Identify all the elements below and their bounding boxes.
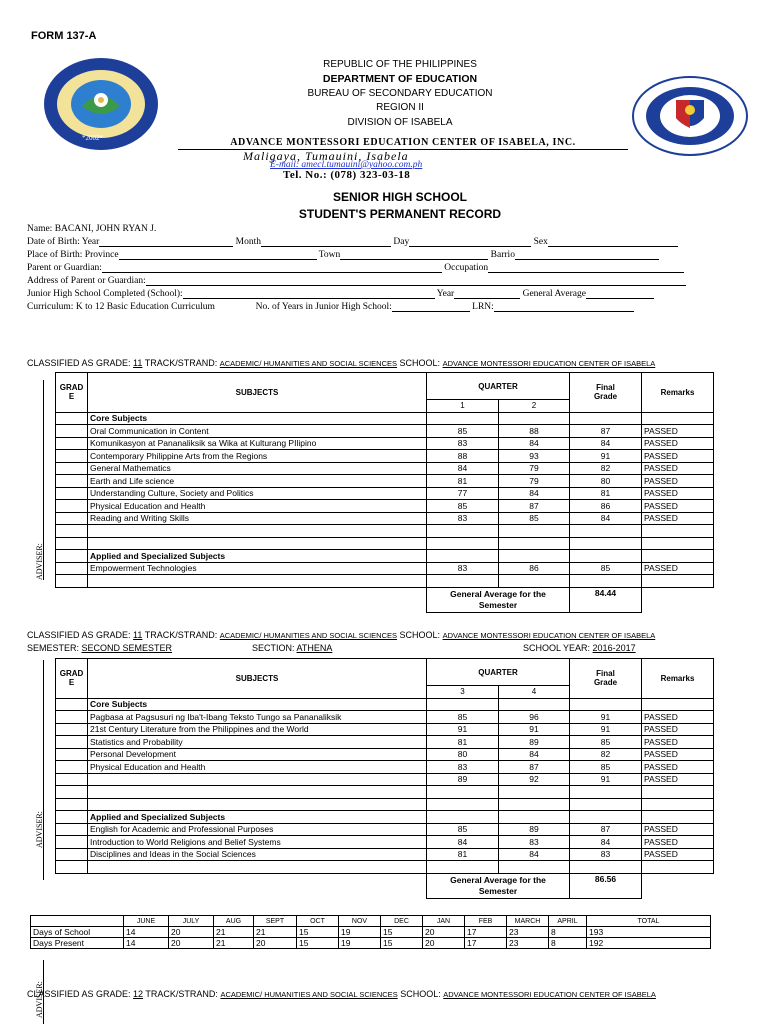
quarter-grade-b: 79 xyxy=(499,475,570,488)
attendance-value: 15 xyxy=(381,938,423,949)
jhs-row xyxy=(27,288,654,299)
attendance-value: 20 xyxy=(423,927,465,938)
quarter-grade-b: 89 xyxy=(499,823,570,836)
quarter-header: QUARTER xyxy=(427,659,570,686)
grade-cell xyxy=(56,500,88,513)
final-grade: 85 xyxy=(570,562,642,575)
classification-row-3: CLASSIFIED AS GRADE: 12 TRACK/STRAND: ACADEMIC/ HUMANITIES AND SOCIAL SCIENCES SCHOOL: ADVANCE MONTESSORI EDUCATION CENTER OF ISABELA xyxy=(27,989,656,999)
grade-header: GRAD E xyxy=(56,373,88,413)
section-info xyxy=(252,643,332,653)
month-header: AUG xyxy=(214,916,254,927)
school-label: SCHOOL: xyxy=(399,358,441,368)
address-label: Address of Parent or Guardian: xyxy=(27,276,146,286)
address-row xyxy=(27,275,686,286)
semester-label: SEMESTER: xyxy=(27,643,80,653)
attendance-value: 14 xyxy=(124,927,169,938)
grade-cell xyxy=(56,562,88,575)
subject-name: Contemporary Philippine Arts from the Regions xyxy=(88,450,427,463)
quarter-grade-b: 96 xyxy=(499,711,570,724)
student-name: BACANI, JOHN RYAN J. xyxy=(54,224,157,234)
blank-row xyxy=(56,861,714,874)
attendance-value: 8 xyxy=(549,927,587,938)
subject-name: Personal Development xyxy=(88,748,427,761)
quarter-grade-b: 91 xyxy=(499,723,570,736)
attendance-value: 14 xyxy=(124,938,169,949)
remarks: PASSED xyxy=(642,450,714,463)
grade-level-12: 12 xyxy=(133,989,144,999)
subject-row xyxy=(56,487,714,500)
attendance-value: 20 xyxy=(254,938,297,949)
subject-row xyxy=(56,836,714,849)
pob-province-field[interactable] xyxy=(119,249,317,260)
quarter-grade-a: 85 xyxy=(427,425,499,438)
subject-name: Pagbasa at Pagsusuri ng Iba't-Ibang Teksto Tungo sa Pananaliksik xyxy=(88,711,427,724)
subject-row xyxy=(56,425,714,438)
attendance-value: 8 xyxy=(549,938,587,949)
remarks: PASSED xyxy=(642,487,714,500)
quarter-grade-a: 81 xyxy=(427,736,499,749)
attendance-value: 21 xyxy=(214,938,254,949)
quarter-grade-b: 85 xyxy=(499,512,570,525)
general-average-value: 84.44 xyxy=(570,587,642,612)
attendance-row-label: Days Present xyxy=(31,938,124,949)
school-telephone: Tel. No.: (078) 323-03-18 xyxy=(283,169,411,181)
subject-row xyxy=(56,748,714,761)
quarter-grade-a: 81 xyxy=(427,475,499,488)
grade-cell xyxy=(56,836,88,849)
blank-row xyxy=(56,525,714,538)
final-grade: 84 xyxy=(570,836,642,849)
applied-subjects-header-row: Applied and Specialized Subjects xyxy=(56,811,714,824)
lrn-field[interactable] xyxy=(494,301,634,312)
classification-row-1 xyxy=(27,358,655,368)
subject-row xyxy=(56,823,714,836)
remarks: PASSED xyxy=(642,748,714,761)
general-average-row xyxy=(56,873,714,898)
quarter-grade-b: 84 xyxy=(499,487,570,500)
seal-year: *2002* xyxy=(82,134,103,142)
quarter-grade-a: 85 xyxy=(427,500,499,513)
quarter-grade-b: 92 xyxy=(499,773,570,786)
core-subjects-header-row xyxy=(56,412,714,425)
attendance-row-label: Days of School xyxy=(31,927,124,938)
month-header: JAN xyxy=(423,916,465,927)
subject-row xyxy=(56,512,714,525)
final-grade: 85 xyxy=(570,736,642,749)
school-year-info xyxy=(523,643,636,653)
subject-row xyxy=(56,761,714,774)
form-number: FORM 137-A xyxy=(31,30,97,42)
subject-row xyxy=(56,711,714,724)
quarter-1-header: 1 xyxy=(427,400,499,413)
attendance-value: 23 xyxy=(507,938,549,949)
remarks: PASSED xyxy=(642,848,714,861)
school-year-value: 2016-2017 xyxy=(592,643,636,653)
grade-level: 11 xyxy=(133,358,143,368)
attendance-row xyxy=(31,938,711,949)
grade-cell xyxy=(56,711,88,724)
subject-row xyxy=(56,462,714,475)
month-header: FEB xyxy=(465,916,507,927)
quarter-grade-a: 83 xyxy=(427,512,499,525)
subjects-header: SUBJECTS xyxy=(88,659,427,699)
quarter-grade-b: 83 xyxy=(499,836,570,849)
grade-cell xyxy=(56,450,88,463)
subject-name: Physical Education and Health xyxy=(88,761,427,774)
remarks: PASSED xyxy=(642,437,714,450)
month-header: MARCH xyxy=(507,916,549,927)
adviser-label-1: ADVISER: xyxy=(35,543,44,580)
subject-name: Komunikasyon at Pananaliksik sa Wika at Kulturang PIlipino xyxy=(88,437,427,450)
grade-cell xyxy=(56,748,88,761)
adviser-label-2: ADVISER: xyxy=(35,811,44,848)
subject-row xyxy=(56,773,714,786)
subject-name: Disciplines and Ideas in the Social Sciences xyxy=(88,848,427,861)
remarks: PASSED xyxy=(642,475,714,488)
sem1-core-rows xyxy=(56,425,714,525)
final-grade: 80 xyxy=(570,475,642,488)
header-division: DIVISION OF ISABELA xyxy=(347,117,453,128)
grade-header: GRAD E xyxy=(56,659,88,699)
barrio-field[interactable] xyxy=(515,249,659,260)
subject-name xyxy=(88,773,427,786)
attendance-value: 21 xyxy=(254,927,297,938)
subjects-header: SUBJECTS xyxy=(88,373,427,413)
school-email: E-mail: amecl.tumauini@yahoo.com.ph xyxy=(270,160,423,170)
address-field[interactable] xyxy=(146,275,686,286)
quarter-grade-b: 87 xyxy=(499,500,570,513)
grade-cell xyxy=(56,462,88,475)
final-grade: 82 xyxy=(570,748,642,761)
month-header: DEC xyxy=(381,916,423,927)
header-region: REGION II xyxy=(376,102,424,113)
subject-row xyxy=(56,475,714,488)
quarter-grade-a: 91 xyxy=(427,723,499,736)
town-field[interactable] xyxy=(340,249,488,260)
pob-province-label: Place of Birth: Province xyxy=(27,250,119,260)
grade-cell xyxy=(56,761,88,774)
general-average-label: General Average for the Semester xyxy=(427,873,570,898)
applied-subjects-header-row xyxy=(56,550,714,563)
applied-subjects-label: Applied and Specialized Subjects xyxy=(88,550,427,563)
subject-name: Earth and Life science xyxy=(88,475,427,488)
remarks: PASSED xyxy=(642,500,714,513)
jhs-gen-avg-field[interactable] xyxy=(586,288,654,299)
subject-name: Oral Communication in Content xyxy=(88,425,427,438)
attendance-value: 192 xyxy=(587,938,711,949)
month-header: JUNE xyxy=(124,916,169,927)
record-title-2: STUDENT'S PERMANENT RECORD xyxy=(298,207,502,221)
grade-cell xyxy=(56,512,88,525)
attendance-value: 20 xyxy=(169,938,214,949)
subject-name: English for Academic and Professional Purposes xyxy=(88,823,427,836)
quarter-grade-b: 87 xyxy=(499,761,570,774)
quarter-grade-a: 80 xyxy=(427,748,499,761)
pob-row xyxy=(27,249,659,260)
core-subjects-label: Core Subjects xyxy=(88,412,427,425)
record-title-1: SENIOR HIGH SCHOOL xyxy=(332,190,467,204)
dob-day-field[interactable] xyxy=(409,236,531,247)
years-jhs-label: No. of Years in Junior High School: xyxy=(255,302,392,312)
dob-month-field[interactable] xyxy=(261,236,391,247)
quarter-grade-a: 85 xyxy=(427,823,499,836)
attendance-month-header xyxy=(31,916,711,927)
remarks: PASSED xyxy=(642,761,714,774)
school-value: ADVANCE MONTESSORI EDUCATION CENTER OF ISABELA xyxy=(442,359,656,368)
remarks: PASSED xyxy=(642,773,714,786)
occupation-field[interactable] xyxy=(488,262,684,273)
blank-row xyxy=(56,575,714,588)
parent-field[interactable] xyxy=(102,262,442,273)
subject-name: General Mathematics xyxy=(88,462,427,475)
sem2-core-rows xyxy=(56,711,714,786)
final-grade: 87 xyxy=(570,823,642,836)
quarter-grade-b: 84 xyxy=(499,748,570,761)
dob-day-label: Day xyxy=(393,237,410,247)
occupation-label: Occupation xyxy=(444,263,489,273)
school-seal-logo xyxy=(42,56,160,152)
final-grade: 82 xyxy=(570,462,642,475)
attendance-value: 23 xyxy=(507,927,549,938)
grade-cell xyxy=(56,823,88,836)
grade-cell xyxy=(56,773,88,786)
sex-label: Sex xyxy=(533,237,548,247)
quarter-grade-b: 89 xyxy=(499,736,570,749)
sem2-applied-rows xyxy=(56,823,714,861)
final-grade: 83 xyxy=(570,848,642,861)
subject-row xyxy=(56,562,714,575)
attendance-value: 15 xyxy=(297,938,339,949)
quarter-grade-a: 83 xyxy=(427,437,499,450)
name-label: Name: xyxy=(27,224,53,234)
attendance-value: 17 xyxy=(465,927,507,938)
grade-cell xyxy=(56,437,88,450)
subject-name: Statistics and Probability xyxy=(88,736,427,749)
final-grade: 91 xyxy=(570,773,642,786)
dob-year-label: Date of Birth: Year xyxy=(27,237,100,247)
curriculum-label: Curriculum: xyxy=(27,302,74,312)
quarter-2-header: 2 xyxy=(499,400,570,413)
quarter-4-header: 4 xyxy=(499,686,570,699)
semester-2-grades-table xyxy=(55,658,714,899)
month-header: NOV xyxy=(339,916,381,927)
month-header: SEPT xyxy=(254,916,297,927)
blank-row xyxy=(56,798,714,811)
final-grade-header: Final Grade xyxy=(570,373,642,413)
remarks: PASSED xyxy=(642,736,714,749)
subject-row xyxy=(56,450,714,463)
remarks: PASSED xyxy=(642,462,714,475)
general-average-value: 86.56 xyxy=(570,873,642,898)
month-header: JULY xyxy=(169,916,214,927)
school-year-label: SCHOOL YEAR: xyxy=(523,643,591,653)
quarter-grade-a: 84 xyxy=(427,462,499,475)
grade-cell xyxy=(56,425,88,438)
final-grade: 84 xyxy=(570,437,642,450)
attendance-value: 17 xyxy=(465,938,507,949)
header-department: DEPARTMENT OF EDUCATION xyxy=(322,73,478,85)
final-grade: 84 xyxy=(570,512,642,525)
quarter-grade-b: 84 xyxy=(499,848,570,861)
final-grade: 91 xyxy=(570,450,642,463)
jhs-field[interactable] xyxy=(183,288,435,299)
remarks: PASSED xyxy=(642,562,714,575)
attendance-value: 21 xyxy=(214,927,254,938)
attendance-value: 19 xyxy=(339,938,381,949)
semester-info-row xyxy=(27,643,172,653)
semester-1-grades-table xyxy=(55,372,714,613)
grade-cell xyxy=(56,487,88,500)
track-label: TRACK/STRAND: xyxy=(144,358,218,368)
dob-month-label: Month xyxy=(235,237,262,247)
section-label: SECTION: xyxy=(252,643,295,653)
town-label: Town xyxy=(318,250,341,260)
classified-label: CLASSIFIED AS GRADE: xyxy=(27,358,131,368)
quarter-grade-a: 88 xyxy=(427,450,499,463)
general-average-row xyxy=(56,587,714,612)
remarks: PASSED xyxy=(642,425,714,438)
school-name: ADVANCE MONTESSORI EDUCATION CENTER OF ISABELA, INC. xyxy=(230,137,576,148)
years-jhs-field[interactable] xyxy=(392,301,470,312)
grade-cell xyxy=(56,736,88,749)
jhs-label: Junior High School Completed (School): xyxy=(27,289,183,299)
remarks: PASSED xyxy=(642,836,714,849)
grade-cell xyxy=(56,848,88,861)
grade-cell xyxy=(56,475,88,488)
jhs-gen-avg-label: General Average xyxy=(522,289,586,299)
barrio-label: Barrio xyxy=(490,250,515,260)
jhs-year-field[interactable] xyxy=(454,288,520,299)
semester-value: SECOND SEMESTER xyxy=(81,643,173,653)
remarks-header: Remarks xyxy=(642,373,714,413)
header-bureau: BUREAU OF SECONDARY EDUCATION xyxy=(307,88,493,99)
attendance-value: 193 xyxy=(587,927,711,938)
curriculum-row xyxy=(27,301,634,312)
quarter-grade-b: 79 xyxy=(499,462,570,475)
dob-row xyxy=(27,236,678,247)
section-value: ATHENA xyxy=(296,643,333,653)
attendance-value: 19 xyxy=(339,927,381,938)
subject-row xyxy=(56,736,714,749)
subject-name: Reading and Writing Skills xyxy=(88,512,427,525)
subject-row xyxy=(56,723,714,736)
deped-seal-logo xyxy=(632,76,748,156)
subject-row xyxy=(56,848,714,861)
attendance-value: 20 xyxy=(169,927,214,938)
track-value: ACADEMIC/ HUMANITIES AND SOCIAL SCIENCES xyxy=(219,359,398,368)
lrn-label: LRN: xyxy=(472,302,494,312)
quarter-grade-a: 85 xyxy=(427,711,499,724)
final-grade: 91 xyxy=(570,711,642,724)
remarks: PASSED xyxy=(642,711,714,724)
quarter-grade-b: 93 xyxy=(499,450,570,463)
final-grade-header: Final Grade xyxy=(570,659,642,699)
attendance-table xyxy=(30,915,711,949)
remarks-header: Remarks xyxy=(642,659,714,699)
quarter-grade-a: 84 xyxy=(427,836,499,849)
final-grade: 85 xyxy=(570,761,642,774)
final-grade: 81 xyxy=(570,487,642,500)
remarks: PASSED xyxy=(642,723,714,736)
final-grade: 87 xyxy=(570,425,642,438)
jhs-year-label: Year xyxy=(436,289,455,299)
month-header: OCT xyxy=(297,916,339,927)
attendance-value: 15 xyxy=(381,927,423,938)
quarter-grade-b: 86 xyxy=(499,562,570,575)
school-address: Maligaya, Tumauini, Isabela xyxy=(243,149,409,163)
quarter-grade-a: 89 xyxy=(427,773,499,786)
quarter-grade-a: 83 xyxy=(427,761,499,774)
parent-row xyxy=(27,262,684,273)
grade-cell xyxy=(56,723,88,736)
month-header: TOTAL xyxy=(587,916,711,927)
header-republic: REPUBLIC OF THE PHILIPPINES xyxy=(323,59,477,70)
quarter-grade-a: 81 xyxy=(427,848,499,861)
subject-row xyxy=(56,437,714,450)
general-average-label: General Average for the Semester xyxy=(427,587,570,612)
sem1-applied-rows xyxy=(56,562,714,575)
attendance-row xyxy=(31,927,711,938)
quarter-grade-a: 83 xyxy=(427,562,499,575)
curriculum-value: K to 12 Basic Education Curriculum xyxy=(75,302,215,312)
subject-name: Understanding Culture, Society and Politics xyxy=(88,487,427,500)
final-grade: 86 xyxy=(570,500,642,513)
sex-field[interactable] xyxy=(548,236,678,247)
classification-row-2: CLASSIFIED AS GRADE: 11 TRACK/STRAND: ACADEMIC/ HUMANITIES AND SOCIAL SCIENCES SCHOOL: ADVANCE MONTESSORI EDUCATION CENTER OF ISABELA xyxy=(27,630,656,640)
adviser-label-3: ADVISER: xyxy=(35,981,44,1018)
quarter-grade-a: 77 xyxy=(427,487,499,500)
quarter-grade-b: 88 xyxy=(499,425,570,438)
subject-name: 21st Century Literature from the Philippines and the World xyxy=(88,723,427,736)
blank-row xyxy=(56,786,714,799)
subject-name: Empowerment Technologies xyxy=(88,562,427,575)
name-row xyxy=(27,224,156,234)
quarter-3-header: 3 xyxy=(427,686,499,699)
subject-name: Physical Education and Health xyxy=(88,500,427,513)
blank-row xyxy=(56,537,714,550)
subject-row xyxy=(56,500,714,513)
dob-year-field[interactable] xyxy=(99,236,233,247)
core-subjects-header-row: Core Subjects xyxy=(56,698,714,711)
parent-label: Parent or Guardian: xyxy=(27,263,102,273)
quarter-grade-b: 84 xyxy=(499,437,570,450)
remarks: PASSED xyxy=(642,823,714,836)
attendance-value: 15 xyxy=(297,927,339,938)
quarter-header: QUARTER xyxy=(427,373,570,400)
month-header: APRIL xyxy=(549,916,587,927)
remarks: PASSED xyxy=(642,512,714,525)
final-grade: 91 xyxy=(570,723,642,736)
attendance-value: 20 xyxy=(423,938,465,949)
subject-name: Introduction to World Religions and Belief Systems xyxy=(88,836,427,849)
